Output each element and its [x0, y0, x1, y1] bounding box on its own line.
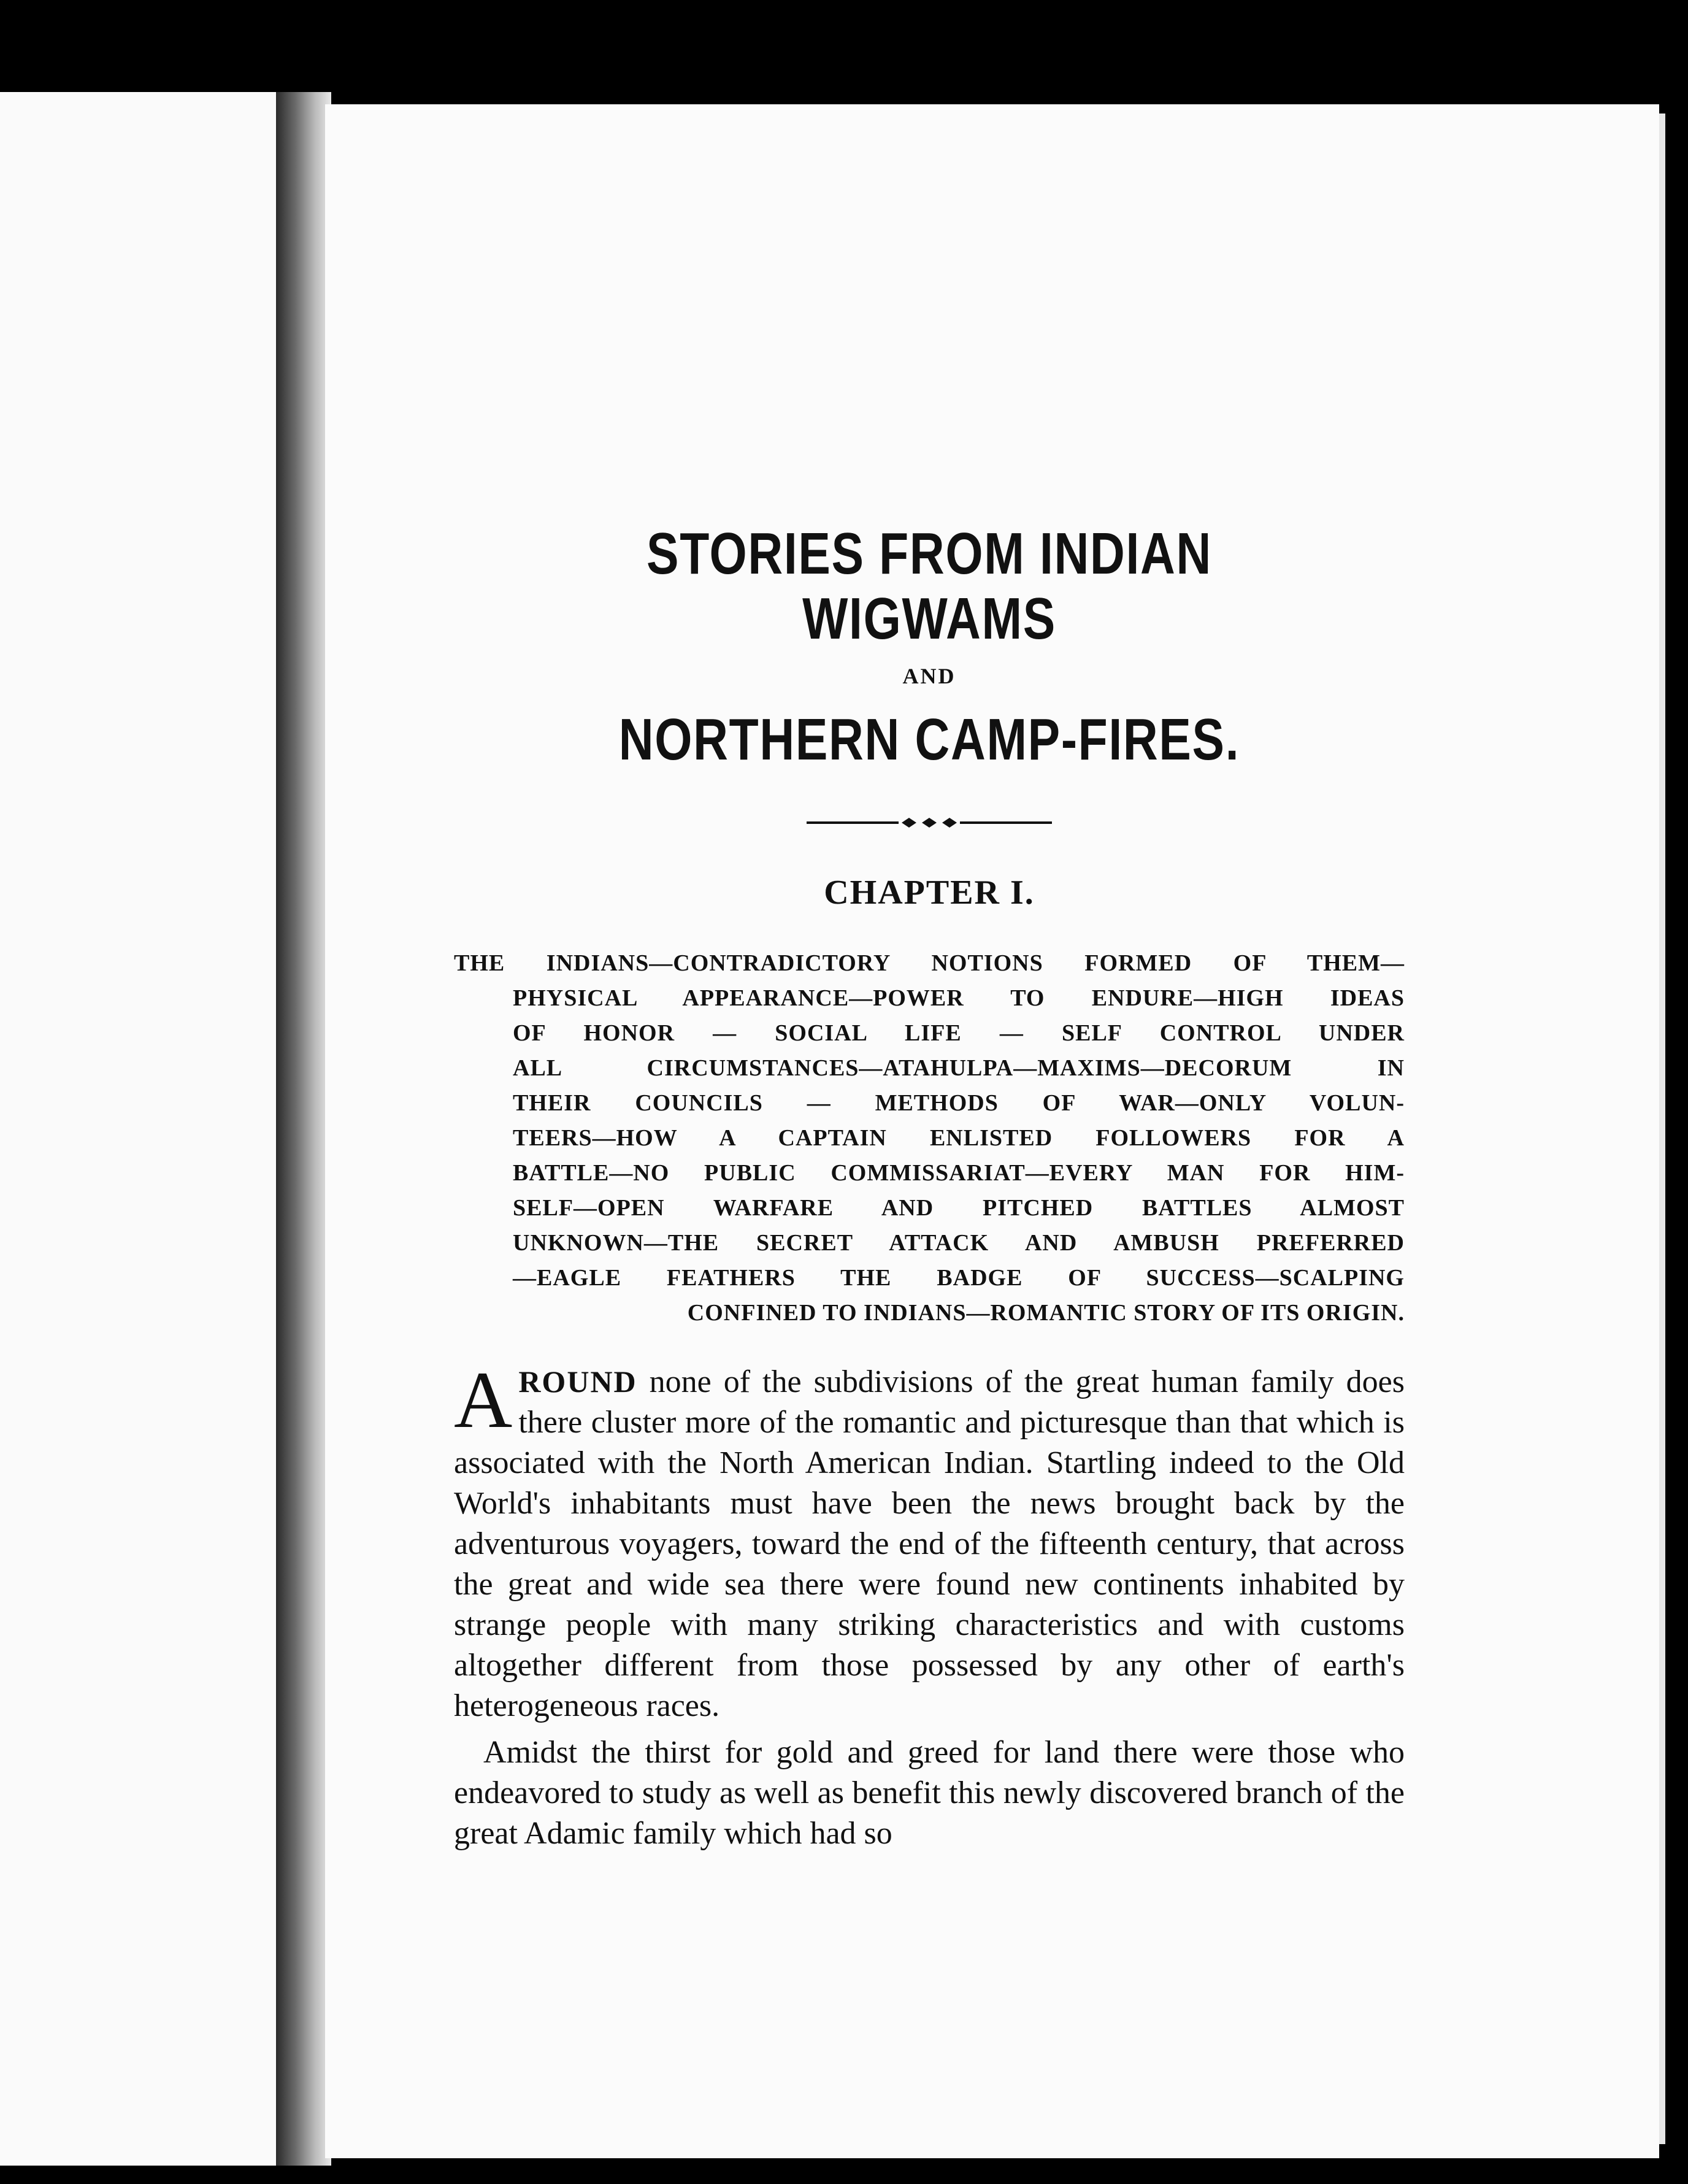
ornamental-rule [807, 815, 1052, 830]
paragraph-1-text: none of the subdivisions of the great human family does there cluster more of the romantic and picturesque than that which is associated with the North American Indian. Startling indeed to the Old World's inhabitants must have been the news brought back by the adventurous voyagers, toward the end of the fifteenth century, that across the great and wide sea there were found new continents inhabited by strange people with many striking characteristics and with customs altogether different from those possessed by any other of earth's heterogeneous races. [454, 1364, 1405, 1723]
synopsis-line: TEERS—HOW A CAPTAIN ENLISTED FOLLOWERS FOR A [513, 1125, 1405, 1151]
body-paragraph-1 [454, 1354, 1405, 1726]
synopsis-line: THE INDIANS—CONTRADICTORY NOTIONS FORMED OF THEM— [454, 950, 1405, 976]
synopsis-line: PHYSICAL APPEARANCE—POWER TO ENDURE—HIGH IDEAS [513, 985, 1405, 1011]
synopsis-line: SELF—OPEN WARFARE AND PITCHED BATTLES ALMOST [513, 1194, 1405, 1221]
book-title-line-1: STORIES FROM INDIAN WIGWAMS [646, 521, 1212, 652]
first-word: ROUND [518, 1364, 637, 1399]
synopsis-line: UNKNOWN—THE SECRET ATTACK AND AMBUSH PREFERRED [513, 1229, 1405, 1256]
book-title-conjunction: AND [902, 664, 956, 689]
chapter-heading: CHAPTER I. [824, 873, 1035, 912]
chapter-synopsis [454, 946, 1405, 1331]
book-title-line-2: NORTHERN CAMP-FIRES. [618, 707, 1240, 773]
synopsis-line: OF HONOR — SOCIAL LIFE — SELF CONTROL UNDER [513, 1020, 1405, 1046]
body-paragraph-2: Amidst the thirst for gold and greed for land there were those who endeavored to study as well as benefit this newly discovered branch of the great Adamic family which had so [454, 1734, 1405, 1851]
drop-cap: A [454, 1354, 513, 1445]
left-blank-page [0, 92, 276, 2166]
synopsis-line: THEIR COUNCILS — METHODS OF WAR—ONLY VOLUN- [513, 1090, 1405, 1116]
book-gutter-shadow [276, 92, 331, 2166]
synopsis-line: CONFINED TO INDIANS—ROMANTIC STORY OF ITS ORIGIN. [687, 1299, 1405, 1326]
synopsis-line: —EAGLE FEATHERS THE BADGE OF SUCCESS—SCALPING [513, 1264, 1405, 1291]
synopsis-line: ALL CIRCUMSTANCES—ATAHULPA—MAXIMS—DECORUM IN [513, 1055, 1405, 1081]
page-content [454, 521, 1405, 1854]
synopsis-line: BATTLE—NO PUBLIC COMMISSARIAT—EVERY MAN FOR HIM- [513, 1159, 1405, 1186]
